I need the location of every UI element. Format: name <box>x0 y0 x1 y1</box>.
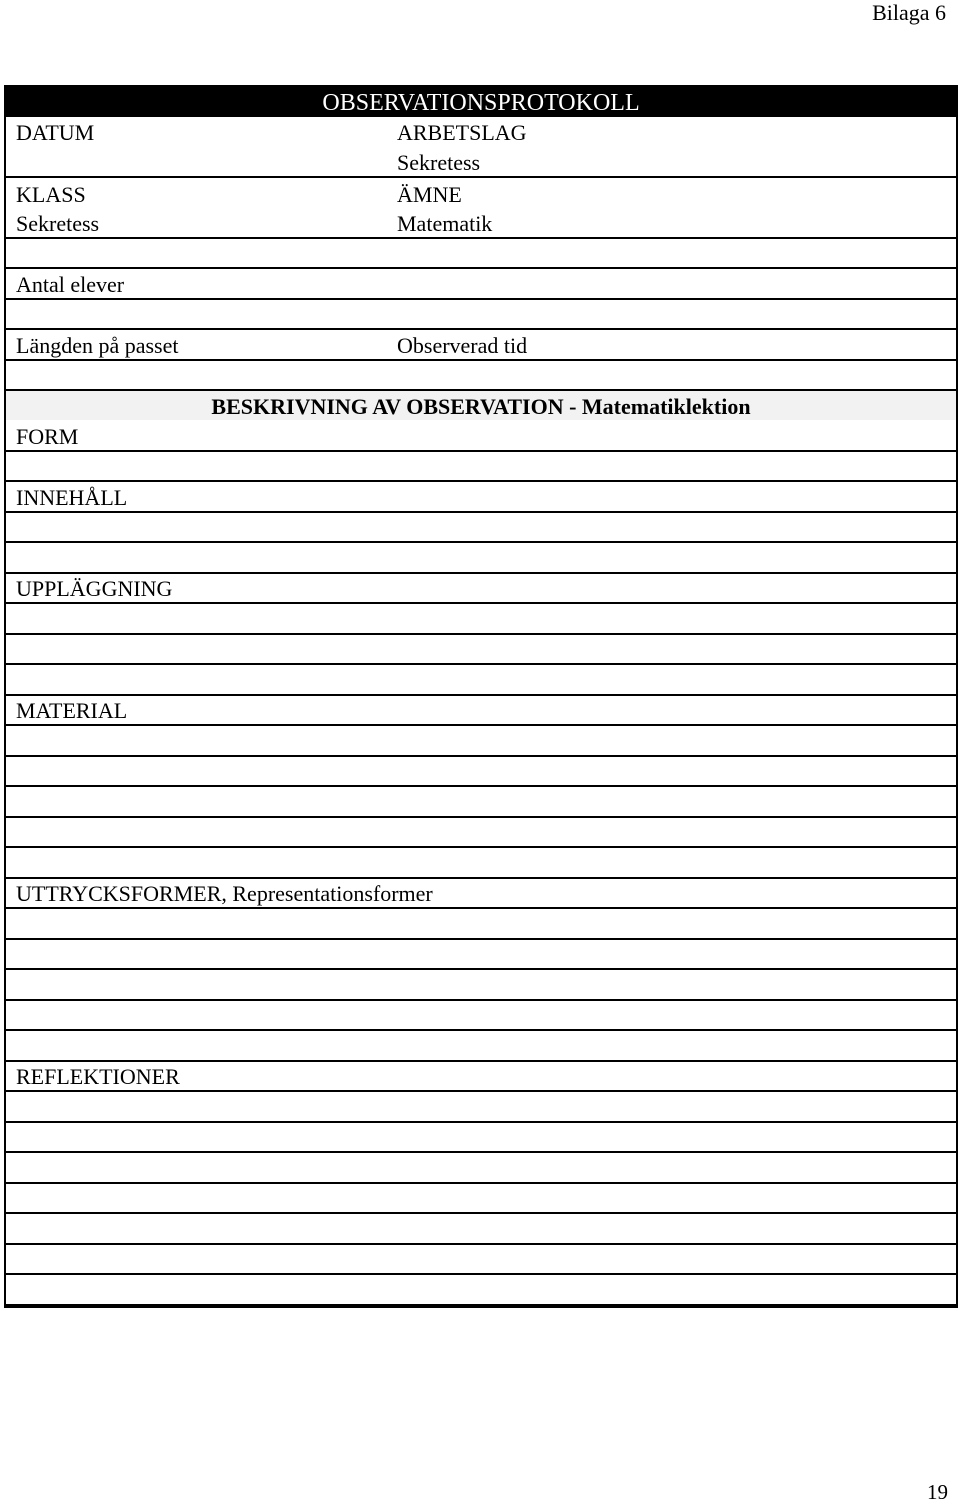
observerad-tid-label: Observerad tid <box>397 333 528 358</box>
blank-row[interactable] <box>6 300 956 330</box>
blank-row[interactable] <box>6 787 956 818</box>
material-label: MATERIAL <box>16 698 128 723</box>
blank-row[interactable] <box>6 543 956 574</box>
upplaggning-label: UPPLÄGGNING <box>16 576 173 601</box>
blank-row[interactable] <box>6 604 956 635</box>
blank-row[interactable] <box>6 452 956 482</box>
row-innehall[interactable] <box>6 482 956 513</box>
row-langd[interactable] <box>6 330 956 361</box>
row-klass[interactable] <box>6 178 956 208</box>
form-title-bar <box>6 85 956 117</box>
blank-row[interactable] <box>6 1214 956 1245</box>
reflektioner-label: REFLEKTIONER <box>16 1064 180 1089</box>
form-title: OBSERVATIONSPROTOKOLL <box>322 90 640 116</box>
blank-row[interactable] <box>6 970 956 1001</box>
blank-row[interactable] <box>6 940 956 970</box>
blank-row[interactable] <box>6 513 956 543</box>
amne-label: ÄMNE <box>397 182 462 207</box>
blank-row[interactable] <box>6 1001 956 1031</box>
row-form[interactable] <box>6 420 956 452</box>
blank-row[interactable] <box>6 635 956 665</box>
row-upplaggning[interactable] <box>6 574 956 604</box>
row-material[interactable] <box>6 696 956 726</box>
blank-row[interactable] <box>6 757 956 787</box>
langden-label: Längden på passet <box>16 333 179 358</box>
klass-value: Sekretess <box>16 211 100 236</box>
blank-row[interactable] <box>6 1184 956 1214</box>
form-label: FORM <box>16 424 79 449</box>
blank-row[interactable] <box>6 665 956 696</box>
arbetslag-value: Sekretess <box>397 150 481 175</box>
description-title: BESKRIVNING AV OBSERVATION - Matematiklektion <box>211 394 751 419</box>
row-klass-value[interactable] <box>6 208 956 239</box>
blank-row[interactable] <box>6 361 956 391</box>
antal-elever-label: Antal elever <box>16 272 125 297</box>
blank-row[interactable] <box>6 239 956 269</box>
description-title-row <box>6 391 956 420</box>
blank-row[interactable] <box>6 1275 956 1306</box>
blank-row[interactable] <box>6 1153 956 1184</box>
innehall-label: INNEHÅLL <box>16 485 128 510</box>
blank-row[interactable] <box>6 909 956 940</box>
datum-label: DATUM <box>16 120 95 145</box>
blank-row[interactable] <box>6 726 956 757</box>
blank-row[interactable] <box>6 1245 956 1275</box>
row-datum[interactable] <box>6 117 956 146</box>
page-number: 19 <box>927 1480 948 1504</box>
uttrycksformer-label: UTTRYCKSFORMER, Representationsformer <box>16 881 433 906</box>
blank-row[interactable] <box>6 1031 956 1062</box>
row-antal-elever[interactable] <box>6 269 956 300</box>
row-reflektioner[interactable] <box>6 1062 956 1092</box>
blank-row[interactable] <box>6 848 956 879</box>
row-uttrycksformer[interactable] <box>6 879 956 909</box>
klass-label: KLASS <box>16 182 86 207</box>
blank-row[interactable] <box>6 1092 956 1123</box>
row-arbetslag-value[interactable] <box>6 146 956 178</box>
appendix-label: Bilaga 6 <box>872 0 946 25</box>
amne-value: Matematik <box>397 211 493 236</box>
blank-row[interactable] <box>6 1123 956 1153</box>
arbetslag-label: ARBETSLAG <box>397 120 527 145</box>
observation-protocol-form <box>4 85 958 1308</box>
blank-row[interactable] <box>6 818 956 848</box>
